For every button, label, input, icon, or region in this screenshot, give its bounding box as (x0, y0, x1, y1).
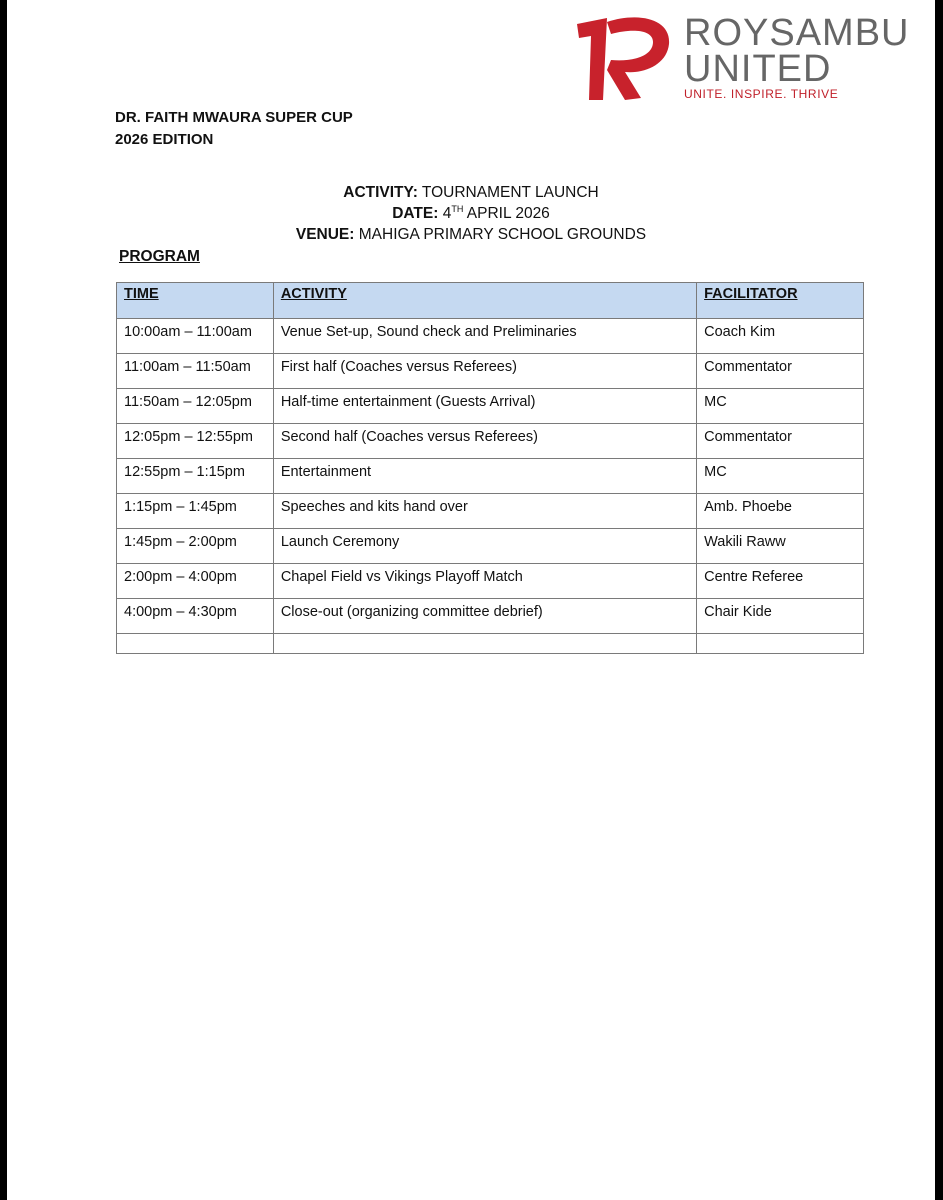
cell-activity: First half (Coaches versus Referees) (273, 354, 696, 389)
cell-activity: Half-time entertainment (Guests Arrival) (273, 389, 696, 424)
cell-facilitator: Chair Kide (697, 599, 864, 634)
table-row (117, 599, 864, 634)
document-page (7, 0, 935, 1200)
program-table (116, 282, 864, 654)
cell-time: 1:15pm – 1:45pm (117, 494, 274, 529)
cell-time: 10:00am – 11:00am (117, 319, 274, 354)
cell-activity: Chapel Field vs Vikings Playoff Match (273, 564, 696, 599)
table-row (117, 564, 864, 599)
cell-time: 12:55pm – 1:15pm (117, 459, 274, 494)
cell-activity: Speeches and kits hand over (273, 494, 696, 529)
activity-label: ACTIVITY: (343, 184, 418, 201)
cell-facilitator: Amb. Phoebe (697, 494, 864, 529)
date-day: 4 (442, 205, 452, 222)
cell-activity: Second half (Coaches versus Referees) (273, 424, 696, 459)
cell-facilitator: Coach Kim (697, 319, 864, 354)
brand-name-line1: ROYSAMBU (684, 12, 910, 54)
table-row (117, 319, 864, 354)
table-row (117, 389, 864, 424)
date-label: DATE: (392, 205, 439, 222)
cell-activity: Close-out (organizing committee debrief) (273, 599, 696, 634)
event-title-line2: 2026 EDITION (115, 131, 214, 148)
cell-empty (117, 634, 274, 654)
header-facilitator: FACILITATOR (697, 283, 864, 319)
cell-activity: Launch Ceremony (273, 529, 696, 564)
cell-facilitator: Commentator (697, 424, 864, 459)
program-heading: PROGRAM (119, 248, 200, 265)
header-activity: ACTIVITY (273, 283, 696, 319)
cell-facilitator: MC (697, 389, 864, 424)
cell-facilitator: Commentator (697, 354, 864, 389)
cell-activity: Venue Set-up, Sound check and Preliminaries (273, 319, 696, 354)
table-row (117, 459, 864, 494)
header-time: TIME (117, 283, 274, 319)
cell-facilitator: MC (697, 459, 864, 494)
cell-time: 1:45pm – 2:00pm (117, 529, 274, 564)
event-title (115, 107, 353, 151)
event-meta (7, 182, 935, 245)
table-row-empty (117, 634, 864, 654)
date-suffix: TH (451, 203, 464, 214)
cell-time: 11:00am – 11:50am (117, 354, 274, 389)
cell-time: 11:50am – 12:05pm (117, 389, 274, 424)
cell-activity: Entertainment (273, 459, 696, 494)
cell-facilitator: Centre Referee (697, 564, 864, 599)
cell-empty (273, 634, 696, 654)
club-logo (567, 12, 942, 104)
table-row (117, 529, 864, 564)
table-row (117, 424, 864, 459)
brand-name-line2: UNITED (684, 48, 832, 90)
date-line (7, 203, 935, 224)
venue-label: VENUE: (295, 226, 355, 243)
venue-value: MAHIGA PRIMARY SCHOOL GROUNDS (358, 226, 647, 243)
cell-empty (697, 634, 864, 654)
table-row (117, 354, 864, 389)
cell-time: 12:05pm – 12:55pm (117, 424, 274, 459)
date-rest: APRIL 2026 (466, 205, 550, 222)
brand-tagline: UNITE. INSPIRE. THRIVE (684, 87, 839, 101)
cell-time: 4:00pm – 4:30pm (117, 599, 274, 634)
cell-time: 2:00pm – 4:00pm (117, 564, 274, 599)
activity-line (7, 182, 935, 203)
cell-facilitator: Wakili Raww (697, 529, 864, 564)
logo-mark-icon (567, 12, 675, 104)
event-title-line1: DR. FAITH MWAURA SUPER CUP (115, 109, 353, 126)
table-row (117, 494, 864, 529)
venue-line (7, 224, 935, 245)
activity-value: TOURNAMENT LAUNCH (421, 184, 599, 201)
table-header-row (117, 283, 864, 319)
